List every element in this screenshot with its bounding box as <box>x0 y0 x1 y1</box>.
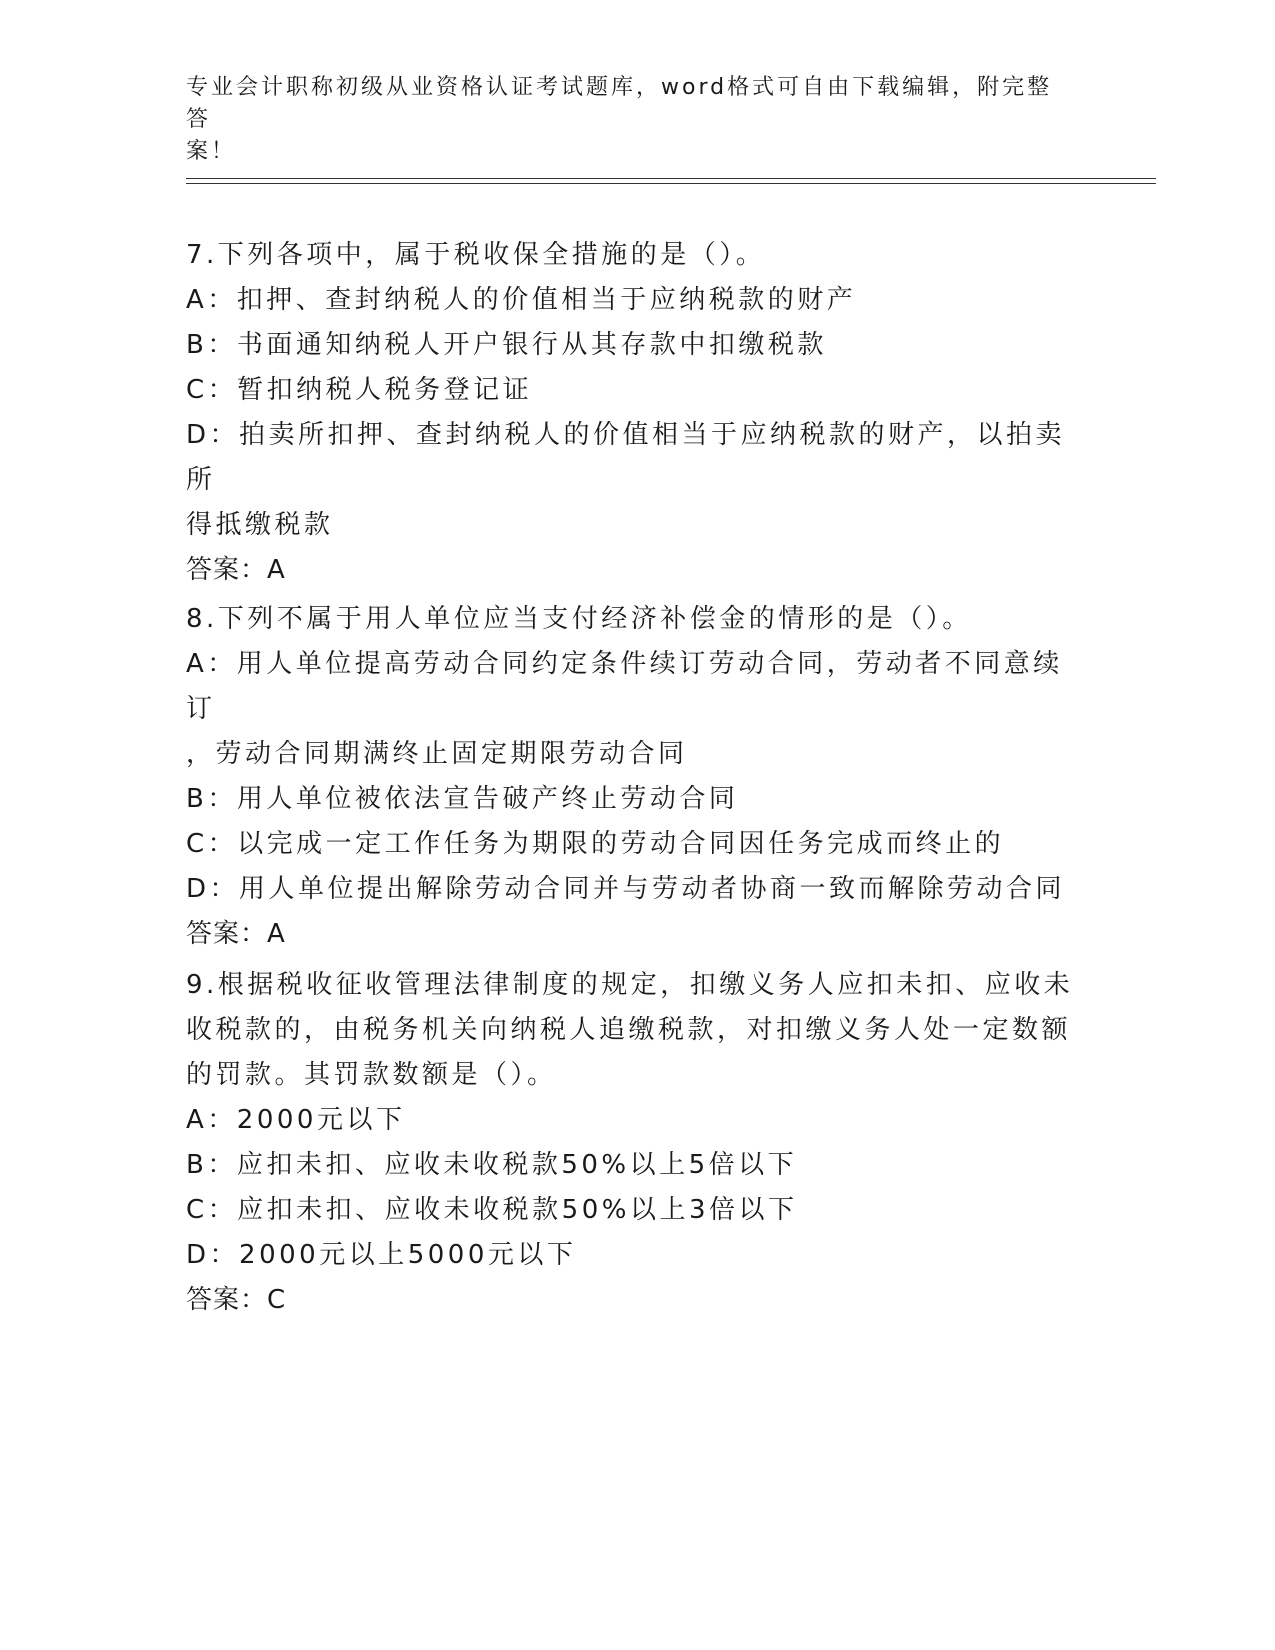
option-b: B：用人单位被依法宣告破产终止劳动合同 <box>186 784 739 814</box>
option-d: D：2000元以上5000元以下 <box>186 1240 577 1270</box>
answer-label: 答案：A <box>186 555 286 585</box>
header-note <box>186 72 1066 168</box>
header-divider-bottom <box>186 183 1156 184</box>
option-d-continued: 得抵缴税款 <box>186 510 334 540</box>
question-stem: 9.根据税收征收管理法律制度的规定，扣缴义务人应扣未扣、应收未 <box>186 970 1074 1000</box>
question-9 <box>186 963 1076 1323</box>
option-b: B：应扣未扣、应收未收税款50%以上5倍以下 <box>186 1150 798 1180</box>
question-stem-continued: 收税款的，由税务机关向纳税人追缴税款，对扣缴义务人处一定数额 <box>186 1015 1072 1045</box>
header-divider-top <box>186 178 1156 179</box>
option-a-continued: ，劳动合同期满终止固定期限劳动合同 <box>186 739 688 769</box>
question-7 <box>186 233 1076 593</box>
question-8 <box>186 597 1076 957</box>
question-stem: 8.下列不属于用人单位应当支付经济补偿金的情形的是（）。 <box>186 604 972 634</box>
option-d: D：拍卖所扣押、查封纳税人的价值相当于应纳税款的财产，以拍卖所 <box>186 420 1066 495</box>
answer-label: 答案：C <box>186 1285 287 1315</box>
option-a: A：2000元以下 <box>186 1105 406 1135</box>
answer-label: 答案：A <box>186 919 286 949</box>
option-c: C：应扣未扣、应收未收税款50%以上3倍以下 <box>186 1195 798 1225</box>
header-note-line-1: 专业会计职称初级从业资格认证考试题库，word格式可自由下载编辑，附完整答 <box>186 75 1053 132</box>
question-stem-continued: 的罚款。其罚款数额是（）。 <box>186 1060 557 1090</box>
option-b: B：书面通知纳税人开户银行从其存款中扣缴税款 <box>186 330 827 360</box>
option-d: D：用人单位提出解除劳动合同并与劳动者协商一致而解除劳动合同 <box>186 874 1066 904</box>
option-c: C：暂扣纳税人税务登记证 <box>186 375 533 405</box>
option-a: A：扣押、查封纳税人的价值相当于应纳税款的财产 <box>186 285 857 315</box>
option-c: C：以完成一定工作任务为期限的劳动合同因任务完成而终止的 <box>186 829 1005 859</box>
question-stem: 7.下列各项中，属于税收保全措施的是（）。 <box>186 240 766 270</box>
option-a: A：用人单位提高劳动合同约定条件续订劳动合同，劳动者不同意续订 <box>186 649 1063 724</box>
header-note-line-2: 案！ <box>186 139 237 164</box>
